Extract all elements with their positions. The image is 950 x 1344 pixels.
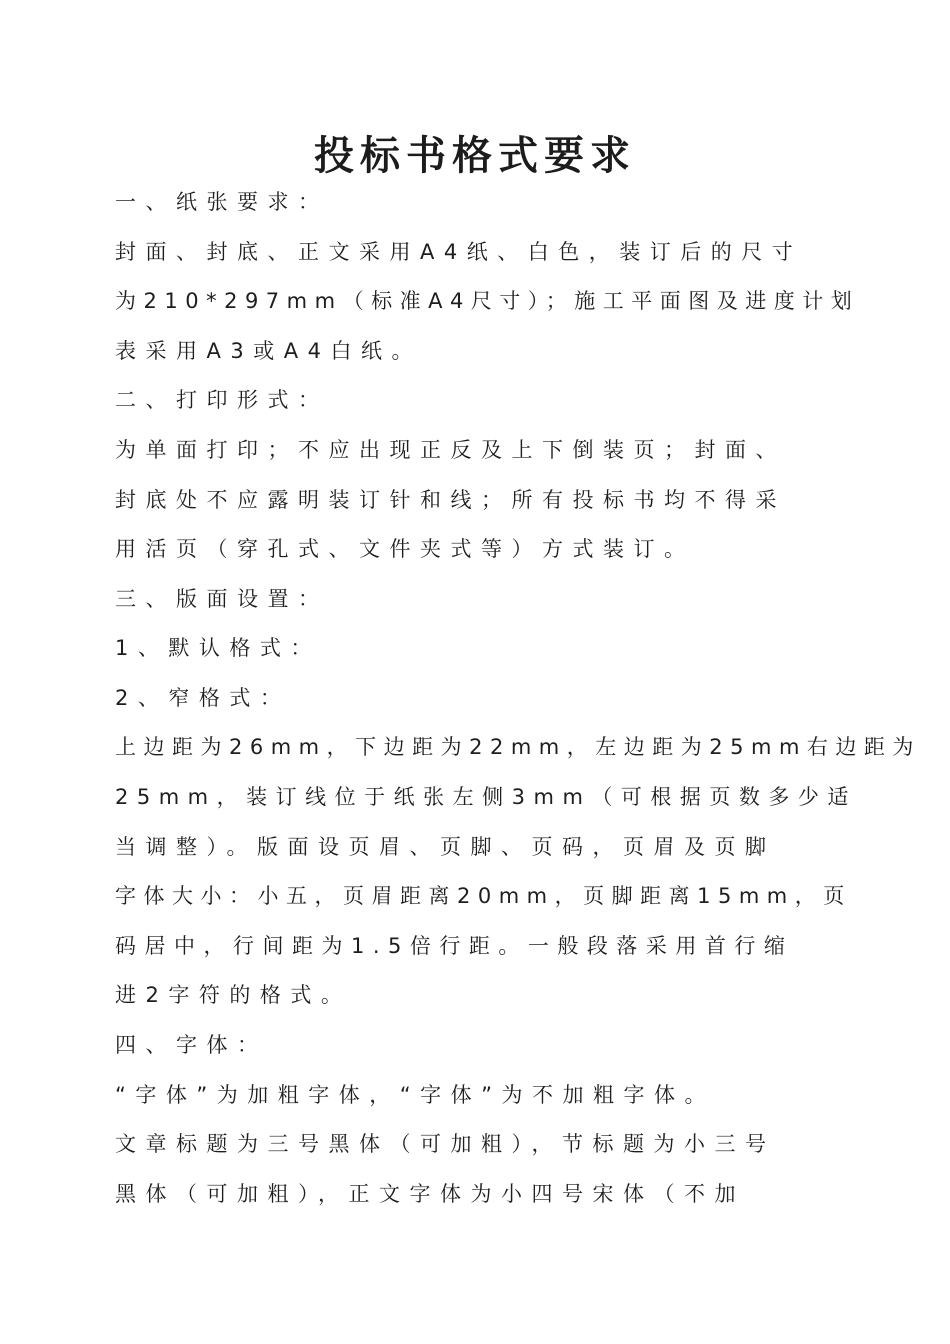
paragraph-line: 码居中，行间距为1.5倍行距。一般段落采用首行缩 [115, 934, 794, 958]
paragraph-line: 进2字符的格式。 [115, 983, 352, 1007]
paragraph-line: 用活页（穿孔式、文件夹式等）方式装订。 [115, 537, 695, 561]
paragraph-line: 封面、封底、正文采用A4纸、白色，装订后的尺寸 [115, 240, 803, 264]
document-title: 投标书格式要求 [314, 133, 636, 179]
paragraph-line: 上边距为26mm，下边距为22mm，左边距为25mm右边距为 [115, 735, 921, 759]
section-heading-paper: 一、纸张要求： [115, 190, 329, 214]
paragraph-line: 为单面打印；不应出现正反及上下倒装页；封面、 [115, 438, 786, 462]
subheading-narrow-format: 2、窄格式： [115, 686, 291, 710]
paragraph-line: 文章标题为三号黑体（可加粗），节标题为小三号 [115, 1132, 776, 1156]
section-heading-font: 四、字体： [115, 1033, 268, 1057]
paragraph-line: 25mm，装订线位于纸张左侧3mm（可根据页数多少适 [115, 785, 857, 809]
paragraph-line: 表采用A3或A4白纸。 [115, 339, 422, 363]
section-heading-layout: 三、版面设置： [115, 587, 329, 611]
subheading-default-format: 1、默认格式： [115, 636, 321, 660]
paragraph-line: 当调整）。版面设页眉、页脚、页码，页眉及页脚 [115, 835, 776, 859]
paragraph-line: 为210*297mm（标准A4尺寸）；施工平面图及进度计划 [115, 289, 860, 313]
paragraph-line: “字体”为加粗字体，“字体”为不加粗字体。 [115, 1083, 716, 1107]
paragraph-line: 黑体（可加粗），正文字体为小四号宋体（不加 [115, 1182, 745, 1206]
section-heading-print: 二、打印形式： [115, 388, 329, 412]
paragraph-line: 封底处不应露明装订针和线；所有投标书均不得采 [115, 488, 786, 512]
paragraph-line: 字体大小：小五，页眉距离20mm，页脚距离15mm，页 [115, 884, 852, 908]
